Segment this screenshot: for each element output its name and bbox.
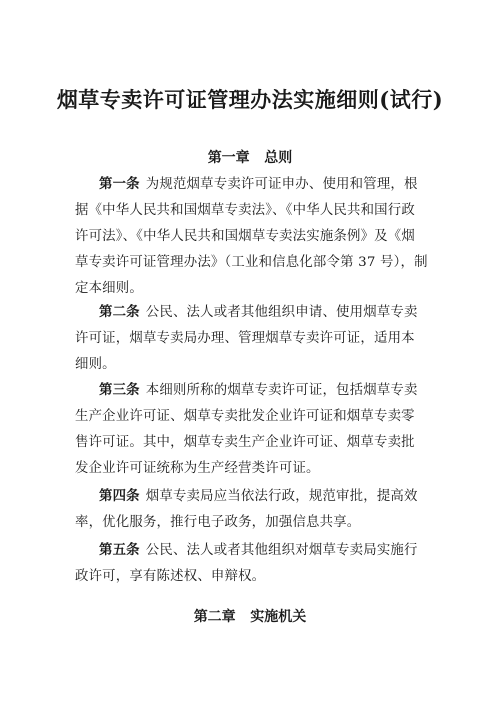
article-5-line-2: 政许可，享有陈述权、申辩权。	[75, 569, 266, 584]
article-1-line-5: 定本细则。	[75, 281, 143, 296]
article-2-continuation	[75, 326, 421, 378]
article-3-line-1	[99, 378, 421, 404]
article-4-line-1	[99, 484, 421, 510]
article-5-label: 第五条	[99, 543, 140, 558]
article-4-label: 第四条	[99, 489, 140, 504]
article-1-line-4: 草专卖许可证管理办法》（工业和信息化部令第 37 号），制	[75, 255, 428, 270]
article-3-label: 第三条	[99, 383, 140, 398]
article-1-label: 第一条	[99, 177, 140, 192]
article-4	[99, 484, 421, 510]
article-3-line-2: 生产企业许可证、烟草专卖批发企业许可证和烟草专卖零	[75, 409, 415, 424]
article-5-text-1: 公民、法人或者其他组织对烟草专卖局实施行	[145, 543, 418, 558]
article-2	[99, 300, 421, 326]
article-4-continuation	[75, 510, 421, 536]
article-2-line-3: 细则。	[75, 357, 116, 372]
article-1-line-1	[99, 172, 421, 198]
article-5-continuation	[75, 564, 421, 590]
article-5	[99, 538, 421, 564]
article-2-line-2: 许可证，烟草专卖局办理、管理烟草专卖许可证，适用本	[75, 331, 415, 346]
article-4-text-1: 烟草专卖局应当依法行政，规范审批，提高效	[145, 489, 418, 504]
article-1-line-3: 许可法》、《中华人民共和国烟草专卖法实施条例》及《烟	[75, 229, 415, 244]
article-1	[99, 172, 421, 198]
article-1-line-2: 据《中华人民共和国烟草专卖法》、《中华人民共和国行政	[75, 203, 415, 218]
article-3-line-3: 售许可证。其中，烟草专卖生产企业许可证、烟草专卖批	[75, 435, 415, 450]
article-3-text-1: 本细则所称的烟草专卖许可证，包括烟草专卖	[145, 383, 418, 398]
chapter-heading-2: 第二章 实施机关	[193, 609, 307, 625]
article-3-continuation	[75, 404, 421, 482]
article-2-label: 第二条	[99, 305, 140, 320]
article-1-text-1: 为规范烟草专卖许可证申办、使用和管理，根	[145, 177, 418, 192]
chapter-heading-1: 第一章 总则	[207, 150, 293, 166]
article-1-continuation	[75, 198, 428, 302]
article-3-line-4: 发企业许可证统称为生产经营类许可证。	[75, 461, 320, 476]
article-4-line-2: 率，优化服务，推行电子政务，加强信息共享。	[75, 515, 361, 530]
document-title: 烟草专卖许可证管理办法实施细则(试行)	[56, 87, 444, 112]
article-2-text-1: 公民、法人或者其他组织申请、使用烟草专卖	[145, 305, 418, 320]
article-5-line-1	[99, 538, 421, 564]
article-3	[99, 378, 421, 404]
article-2-line-1	[99, 300, 421, 326]
